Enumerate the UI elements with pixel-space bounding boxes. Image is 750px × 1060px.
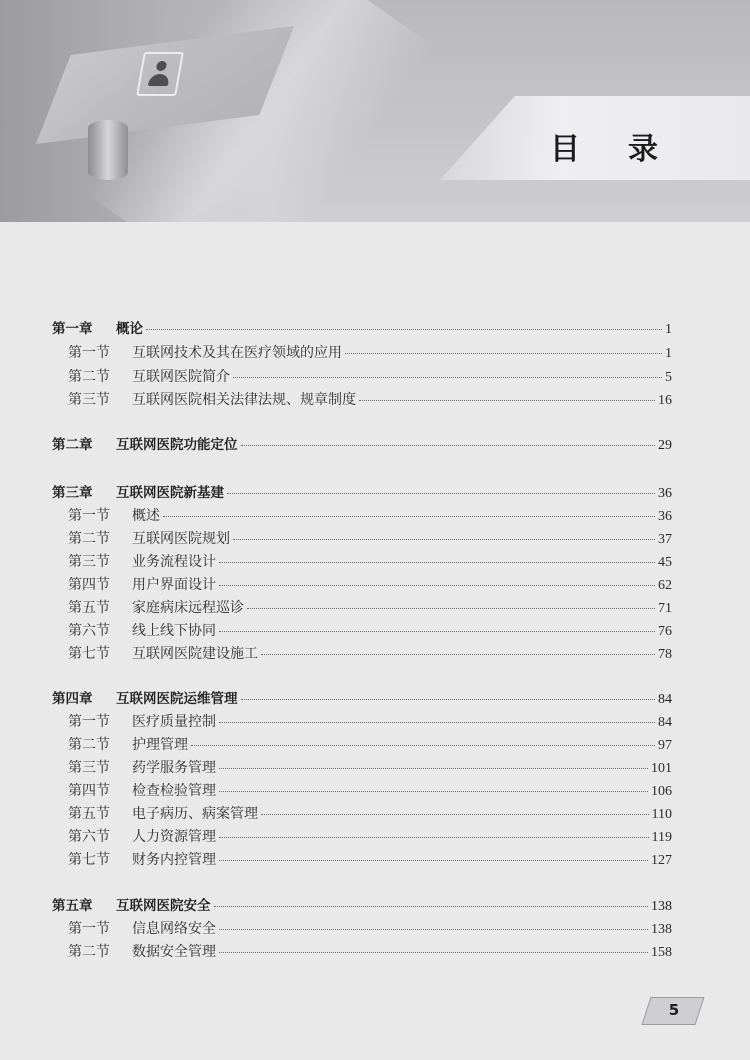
section-number: 第一节 (68, 345, 110, 361)
toc-section-row[interactable] (68, 599, 672, 618)
section-title: 信息网络安全 (132, 921, 216, 937)
section-title: 概述 (132, 508, 160, 524)
section-title: 互联网医院简介 (132, 369, 230, 385)
toc-chapter-row[interactable] (52, 690, 672, 709)
section-title: 互联网医院规划 (132, 531, 230, 547)
dot-leader (233, 376, 662, 378)
toc-section-row[interactable] (68, 344, 672, 363)
page-reference: 36 (658, 486, 672, 501)
page-reference: 37 (658, 532, 672, 547)
page-reference: 16 (658, 393, 672, 408)
toc-chapter-row[interactable] (52, 897, 672, 916)
dot-leader (241, 444, 656, 446)
page-reference: 1 (665, 322, 672, 337)
section-number: 第五节 (68, 806, 110, 822)
page-reference: 71 (658, 601, 672, 616)
section-number: 第三节 (68, 554, 110, 570)
dot-leader (191, 744, 655, 746)
page-reference: 119 (651, 830, 672, 845)
chapter-number: 第五章 (52, 898, 93, 914)
dot-leader (219, 767, 648, 769)
page-reference: 84 (658, 715, 672, 730)
page-reference: 138 (651, 899, 672, 914)
section-number: 第五节 (68, 600, 110, 616)
page-reference: 1 (665, 346, 672, 361)
page-title: 目录 (550, 132, 706, 167)
section-number: 第二节 (68, 944, 110, 960)
dot-leader (219, 721, 655, 723)
chapter-title: 互联网医院功能定位 (116, 437, 238, 453)
dot-leader (219, 790, 648, 792)
page-reference: 84 (658, 692, 672, 707)
dot-leader (345, 352, 662, 354)
toc-section-row[interactable] (68, 645, 672, 664)
section-number: 第一节 (68, 714, 110, 730)
dot-leader (233, 538, 655, 540)
dot-leader (214, 905, 649, 907)
section-title: 业务流程设计 (132, 554, 216, 570)
section-number: 第二节 (68, 531, 110, 547)
dot-leader (219, 630, 655, 632)
page-reference: 110 (651, 807, 672, 822)
chapter-number: 第四章 (52, 691, 93, 707)
toc-section-row[interactable] (68, 736, 672, 755)
dot-leader (219, 836, 649, 838)
toc-section-row[interactable] (68, 713, 672, 732)
page-reference: 138 (651, 922, 672, 937)
dot-leader (219, 928, 648, 930)
section-title: 线上线下协同 (132, 623, 216, 639)
section-number: 第三节 (68, 760, 110, 776)
section-number: 第七节 (68, 646, 110, 662)
toc-chapter-row[interactable] (52, 484, 672, 503)
dot-leader (261, 813, 649, 815)
page-reference: 158 (651, 945, 672, 960)
page-reference: 45 (658, 555, 672, 570)
dot-leader (359, 399, 655, 401)
dot-leader (219, 584, 655, 586)
section-number: 第七节 (68, 852, 110, 868)
section-number: 第二节 (68, 737, 110, 753)
section-title: 医疗质量控制 (132, 714, 216, 730)
page-reference: 29 (658, 438, 672, 453)
dot-leader (227, 492, 655, 494)
chapter-number: 第一章 (52, 321, 93, 337)
dot-leader (219, 859, 648, 861)
toc-section-row[interactable] (68, 507, 672, 526)
section-number: 第六节 (68, 623, 110, 639)
chapter-number: 第二章 (52, 437, 93, 453)
page-reference: 78 (658, 647, 672, 662)
section-title: 互联网医院相关法律法规、规章制度 (132, 392, 356, 408)
dot-leader (219, 951, 648, 953)
toc-section-row[interactable] (68, 622, 672, 641)
section-title: 检查检验管理 (132, 783, 216, 799)
chapter-title: 互联网医院安全 (116, 898, 211, 914)
section-title: 互联网医院建设施工 (132, 646, 258, 662)
toc-chapter-row[interactable] (52, 320, 672, 339)
toc-section-row[interactable] (68, 805, 672, 824)
section-number: 第一节 (68, 921, 110, 937)
dot-leader (241, 698, 656, 700)
chapter-title: 互联网医院运维管理 (116, 691, 238, 707)
chapter-number: 第三章 (52, 485, 93, 501)
toc-section-row[interactable] (68, 576, 672, 595)
section-number: 第一节 (68, 508, 110, 524)
dot-leader (247, 607, 655, 609)
section-number: 第三节 (68, 392, 110, 408)
section-title: 互联网技术及其在医疗领域的应用 (132, 345, 342, 361)
page-reference: 36 (658, 509, 672, 524)
page-reference: 101 (651, 761, 672, 776)
section-title: 用户界面设计 (132, 577, 216, 593)
section-title: 家庭病床远程巡诊 (132, 600, 244, 616)
page-reference: 97 (658, 738, 672, 753)
dot-leader (146, 328, 662, 330)
page-reference: 106 (651, 784, 672, 799)
page-reference: 127 (651, 853, 672, 868)
page-number: 5 (668, 1001, 680, 1019)
toc-section-row[interactable] (68, 368, 672, 387)
section-number: 第二节 (68, 369, 110, 385)
section-number: 第六节 (68, 829, 110, 845)
dot-leader (163, 515, 655, 517)
toc-section-row[interactable] (68, 553, 672, 572)
section-title: 护理管理 (132, 737, 188, 753)
section-number: 第四节 (68, 783, 110, 799)
dot-leader (261, 653, 655, 655)
section-number: 第四节 (68, 577, 110, 593)
toc-section-row[interactable] (68, 920, 672, 939)
section-title: 人力资源管理 (132, 829, 216, 845)
section-title: 财务内控管理 (132, 852, 216, 868)
chapter-title: 概论 (116, 321, 143, 337)
chapter-title: 互联网医院新基建 (116, 485, 224, 501)
toc-section-row[interactable] (68, 851, 672, 870)
toc-section-row[interactable] (68, 391, 672, 410)
toc-section-row[interactable] (68, 943, 672, 962)
section-title: 数据安全管理 (132, 944, 216, 960)
section-title: 药学服务管理 (132, 760, 216, 776)
toc-section-row[interactable] (68, 530, 672, 549)
section-title: 电子病历、病案管理 (132, 806, 258, 822)
page-reference: 5 (665, 370, 672, 385)
toc-section-row[interactable] (68, 782, 672, 801)
page-reference: 76 (658, 624, 672, 639)
toc-chapter-row[interactable] (52, 436, 672, 455)
dot-leader (219, 561, 655, 563)
toc-section-row[interactable] (68, 828, 672, 847)
toc-section-row[interactable] (68, 759, 672, 778)
page-reference: 62 (658, 578, 672, 593)
